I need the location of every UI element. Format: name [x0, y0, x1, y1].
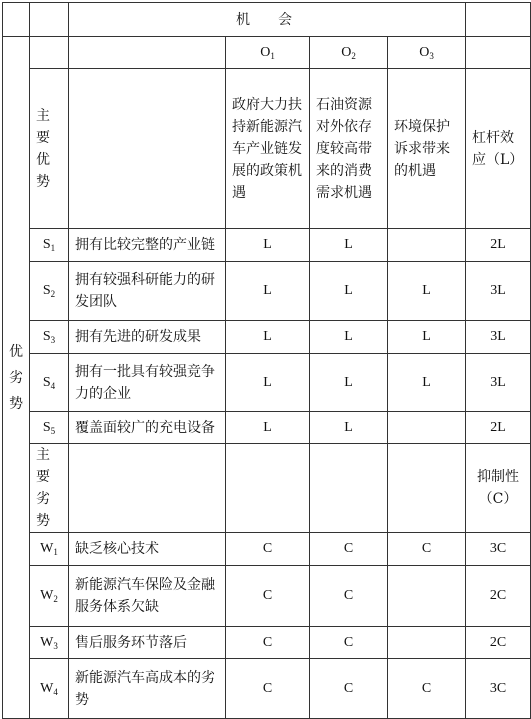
strength-desc: 拥有一批具有较强竞争力的企业 — [69, 354, 226, 412]
cell-o1: C — [226, 533, 310, 566]
cell-o1: L — [226, 412, 310, 444]
cell-o1: C — [226, 627, 310, 659]
table-row — [3, 321, 531, 354]
weakness-code: $W_2$ — [30, 566, 69, 627]
swot-leverage-table — [2, 2, 531, 719]
cell-total: 2C — [466, 566, 531, 627]
leverage-effect-label: 杠杆效应（L） — [466, 69, 531, 229]
cell-o2: L — [310, 354, 388, 412]
strength-desc: 覆盖面较广的充电设备 — [69, 412, 226, 444]
cell-o1: L — [226, 321, 310, 354]
cell-total: 3L — [466, 354, 531, 412]
cell-total: 2L — [466, 229, 531, 262]
strengths-label: 主要优势 — [30, 69, 69, 229]
cell-total: 2L — [466, 412, 531, 444]
cell-o2: C — [310, 627, 388, 659]
strength-desc: 拥有比较完整的产业链 — [69, 229, 226, 262]
empty-cell — [69, 444, 226, 533]
cell-o1: C — [226, 659, 310, 719]
weaknesses-header-row — [3, 444, 531, 533]
cell-o3 — [388, 627, 466, 659]
weaknesses-label: 主要劣势 — [30, 444, 69, 533]
opportunities-header: 机会 — [69, 3, 466, 37]
cell-o1: L — [226, 229, 310, 262]
inhibition-label: 抑制性（C） — [466, 444, 531, 533]
cell-o2: L — [310, 229, 388, 262]
table-row — [3, 566, 531, 627]
table-row — [3, 412, 531, 444]
cell-o3: C — [388, 533, 466, 566]
cell-o3: L — [388, 321, 466, 354]
cell-total: 3L — [466, 321, 531, 354]
opportunity-desc-3: 环境保护诉求带来的机遇 — [388, 69, 466, 229]
table-row — [3, 354, 531, 412]
header-row-descriptions — [3, 69, 531, 229]
empty-cell — [69, 37, 226, 69]
header-row-codes — [3, 37, 531, 69]
empty-cell — [466, 37, 531, 69]
strengths-weaknesses-side-label: 优 劣 势 — [3, 37, 30, 719]
cell-o1: C — [226, 566, 310, 627]
strength-desc: 拥有先进的研发成果 — [69, 321, 226, 354]
strength-code: $S_4$ — [30, 354, 69, 412]
cell-total: 3C — [466, 659, 531, 719]
table-row — [3, 229, 531, 262]
weakness-desc: 缺乏核心技术 — [69, 533, 226, 566]
cell-o3: L — [388, 262, 466, 321]
cell-o1: L — [226, 354, 310, 412]
empty-cell — [310, 444, 388, 533]
cell-o2: L — [310, 262, 388, 321]
strength-desc: 拥有较强科研能力的研发团队 — [69, 262, 226, 321]
cell-o3: C — [388, 659, 466, 719]
table-row — [3, 262, 531, 321]
cell-o2: L — [310, 321, 388, 354]
cell-o3 — [388, 566, 466, 627]
empty-cell — [388, 444, 466, 533]
cell-total: 2C — [466, 627, 531, 659]
cell-o3 — [388, 412, 466, 444]
empty-cell — [226, 444, 310, 533]
table-row — [3, 627, 531, 659]
cell-o3: L — [388, 354, 466, 412]
corner-cell — [3, 3, 30, 37]
opportunity-desc-2: 石油资源对外依存度较高带来的消费需求机遇 — [310, 69, 388, 229]
weakness-desc: 新能源汽车高成本的劣势 — [69, 659, 226, 719]
corner-cell — [466, 3, 531, 37]
empty-cell — [69, 69, 226, 229]
opportunity-code-2: $O_2$ — [310, 37, 388, 69]
weakness-code: $W_3$ — [30, 627, 69, 659]
opportunity-code-3: $O_3$ — [388, 37, 466, 69]
strength-code: $S_2$ — [30, 262, 69, 321]
cell-total: 3C — [466, 533, 531, 566]
corner-cell — [30, 3, 69, 37]
table-row — [3, 533, 531, 566]
strength-code: $S_5$ — [30, 412, 69, 444]
strength-code: $S_3$ — [30, 321, 69, 354]
weakness-code: $W_1$ — [30, 533, 69, 566]
weakness-code: $W_4$ — [30, 659, 69, 719]
weakness-desc: 新能源汽车保险及金融服务体系欠缺 — [69, 566, 226, 627]
cell-o2: C — [310, 533, 388, 566]
cell-o2: C — [310, 659, 388, 719]
table-row — [3, 659, 531, 719]
opportunity-desc-1: 政府大力扶持新能源汽车产业链发展的政策机遇 — [226, 69, 310, 229]
empty-cell — [30, 37, 69, 69]
cell-o1: L — [226, 262, 310, 321]
cell-o2: L — [310, 412, 388, 444]
cell-total: 3L — [466, 262, 531, 321]
header-row-opportunities — [3, 3, 531, 37]
strength-code: $S_1$ — [30, 229, 69, 262]
weakness-desc: 售后服务环节落后 — [69, 627, 226, 659]
cell-o3 — [388, 229, 466, 262]
cell-o2: C — [310, 566, 388, 627]
opportunity-code-1: $O_1$ — [226, 37, 310, 69]
